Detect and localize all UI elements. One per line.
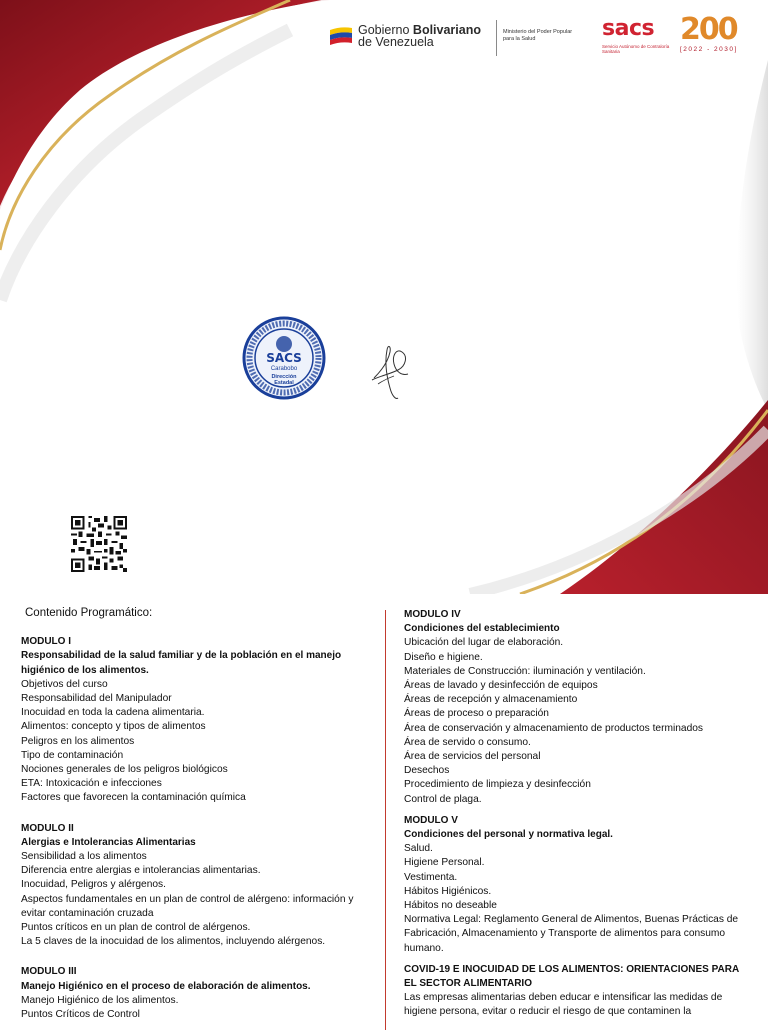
- program-column-right: [404, 608, 754, 1020]
- column-divider: [385, 610, 386, 1030]
- module-item: Tipo de contaminación: [21, 749, 124, 761]
- module-item: Puntos críticos en un plan de control de alérgenos.: [21, 922, 251, 934]
- module-item: Ubicación del lugar de elaboración.: [404, 637, 564, 649]
- module-item: Objetivos del curso: [21, 678, 108, 690]
- module-item: Aspectos fundamentales en un plan de control de alérgeno: información y evitar contaminación cruzada: [21, 893, 354, 919]
- qr-code: [70, 516, 128, 572]
- program-contents: [0, 594, 768, 1024]
- module-item: Vestimenta.: [404, 871, 458, 883]
- gov-logo-line2: de Venezuela: [358, 35, 434, 49]
- module-5: [404, 814, 754, 956]
- program-column-left: [21, 606, 381, 1022]
- module-item: Materiales de Construcción: iluminación y ventilación.: [404, 665, 646, 677]
- module-title: MODULO V: [404, 814, 458, 826]
- module-title: MODULO III: [21, 966, 77, 978]
- logo-divider: [496, 20, 497, 56]
- module-item: Diseño e higiene.: [404, 651, 483, 663]
- module-item: Áreas de proceso o preparación: [404, 708, 549, 720]
- module-item: ETA: Intoxicación e infecciones: [21, 778, 162, 790]
- anniversary-logo: 200: [680, 12, 737, 47]
- module-item: Inocuidad, Peligros y alérgenos.: [21, 879, 166, 891]
- module-item: Higiene Personal.: [404, 857, 485, 869]
- ministry-label: Ministerio del Poder Popular para la Salud: [503, 29, 573, 42]
- module-item: Alimentos: concepto y tipos de alimentos: [21, 721, 206, 733]
- module-4: [404, 608, 754, 807]
- module-title: COVID-19 E INOCUIDAD DE LOS ALIMENTOS: ORIENTACIONES PARA EL SECTOR ALIMENTARIO: [404, 963, 739, 990]
- module-item: Área de conservación y almacenamiento de productos terminados: [404, 722, 703, 734]
- module-subtitle: Responsabilidad de la salud familiar y de la población en el manejo higiénico de los alimentos.: [21, 650, 342, 676]
- module-3: [21, 965, 381, 1022]
- module-item: Salud.: [404, 843, 433, 855]
- module-title: MODULO I: [21, 636, 71, 648]
- module-item: Hábitos Higiénicos.: [404, 885, 492, 897]
- module-item: Sensibilidad a los alimentos: [21, 851, 147, 863]
- anniversary-years: [2022 - 2030]: [680, 46, 738, 53]
- module-item: Inocuidad en toda la cadena alimentaria.: [21, 707, 205, 719]
- module-item: Control de plaga.: [404, 793, 482, 805]
- sacs-logo: sacs: [602, 16, 655, 41]
- module-item: Áreas de lavado y desinfección de equipos: [404, 680, 598, 692]
- header-logos: [300, 14, 768, 62]
- module-item: Diferencia entre alergias e intolerancias alimentarias.: [21, 865, 261, 877]
- module-item: Área de servicios del personal: [404, 751, 541, 763]
- module-item: Área de servido o consumo.: [404, 736, 531, 748]
- module-item: Puntos Críticos de Control: [21, 1009, 140, 1021]
- module-item: Normativa Legal: Reglamento General de Alimentos, Buenas Prácticas de Fabricación, Almacenamiento y Transporte de alimentos para consumo humano.: [404, 914, 739, 954]
- stamp-line2: Estadal: [274, 380, 294, 386]
- right-grey-shadow: [737, 60, 768, 410]
- official-stamp: [242, 316, 326, 400]
- sacs-subtitle: Servicio Autónomo de Contraloría Sanitaria: [602, 44, 670, 54]
- module-subtitle: Condiciones del establecimiento: [404, 623, 560, 635]
- module-2: [21, 822, 381, 950]
- module-1: [21, 635, 381, 805]
- module-item: Procedimiento de limpieza y desinfección: [404, 779, 591, 791]
- gov-logo-line1: Gobierno Bolivariano: [358, 23, 481, 37]
- module-subtitle: Condiciones del personal y normativa legal.: [404, 829, 613, 841]
- module-item: Peligros en los alimentos: [21, 735, 135, 747]
- module-subtitle: Manejo Higiénico en el proceso de elaboración de alimentos.: [21, 980, 311, 992]
- module-subtitle: Alergias e Intolerancias Alimentarias: [21, 836, 196, 848]
- module-item: Áreas de recepción y almacenamiento: [404, 694, 578, 706]
- stamp-line1: Dirección: [271, 374, 297, 380]
- module-item: Responsabilidad del Manipulador: [21, 693, 172, 705]
- handwritten-signature: [368, 340, 416, 402]
- module-item: Factores que favorecen la contaminación química: [21, 792, 246, 804]
- module-covid: [404, 963, 754, 1020]
- module-item: La 5 claves de la inocuidad de los alimentos, incluyendo alérgenos.: [21, 936, 326, 948]
- stamp-center-text: SACS: [266, 351, 302, 365]
- program-title: Contenido Programático:: [25, 607, 153, 619]
- module-title: MODULO IV: [404, 609, 461, 620]
- module-item: Hábitos no deseable: [404, 900, 497, 912]
- module-item: Nociones generales de los peligros biológicos: [21, 764, 228, 776]
- stamp-state: Carabobo: [270, 366, 298, 372]
- module-item: Manejo Higiénico de los alimentos.: [21, 994, 179, 1006]
- venezuela-flag-icon: [329, 26, 353, 45]
- module-title: MODULO II: [21, 822, 74, 834]
- module-item: Las empresas alimentarias deben educar e intensificar las medidas de higiene persona, evitar o reducir el riesgo de que contaminen la: [404, 992, 723, 1018]
- module-item: Desechos: [404, 765, 450, 777]
